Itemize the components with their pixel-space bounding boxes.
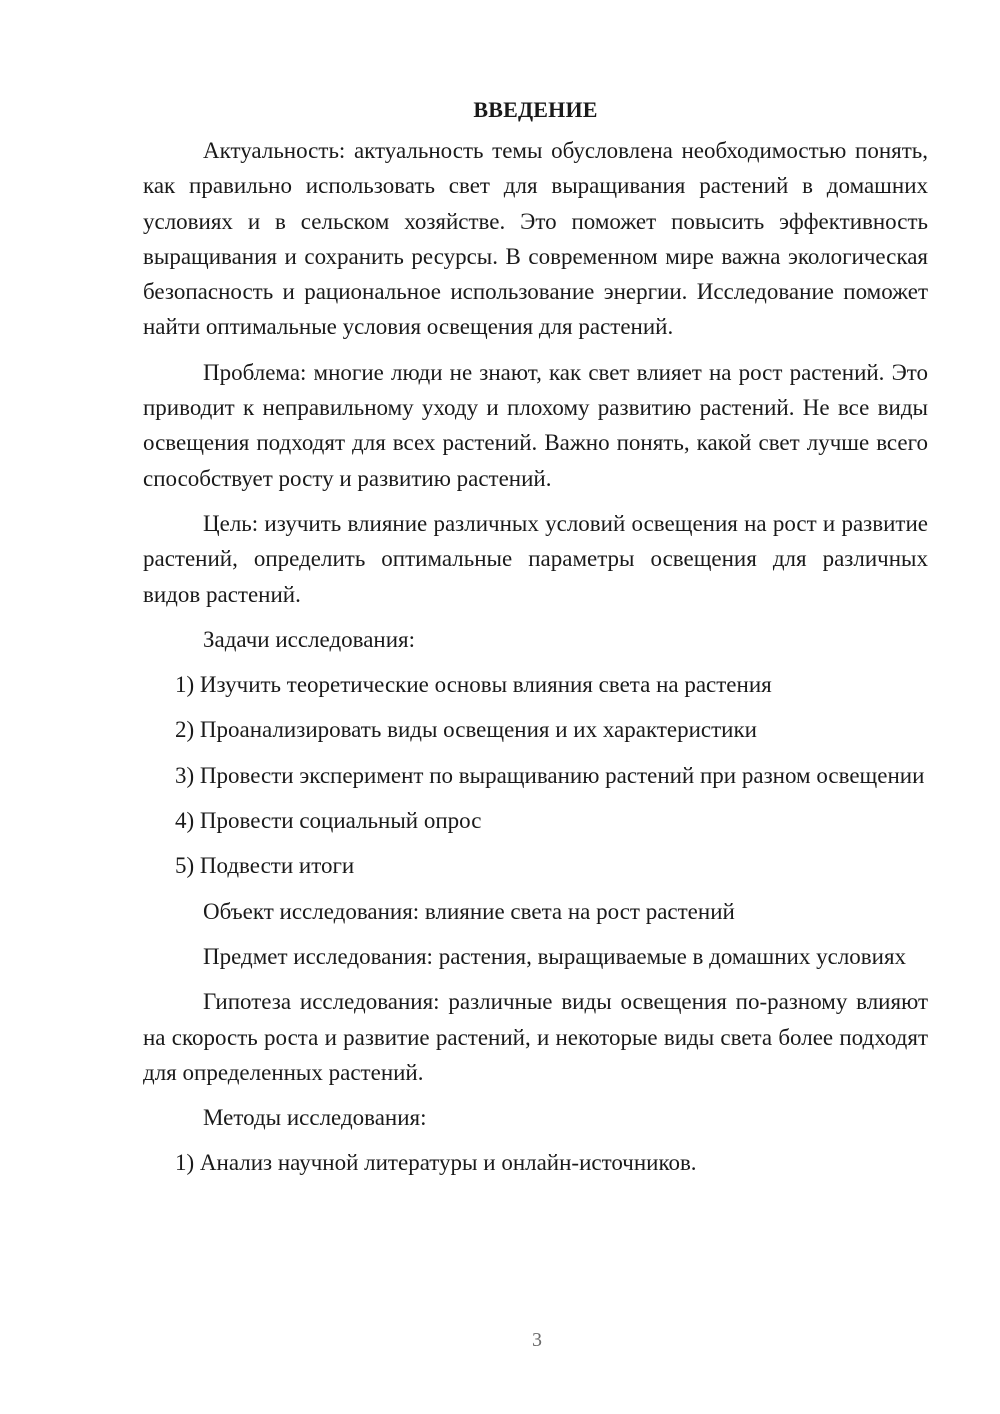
subject-paragraph: Предмет исследования: растения, выращиваемые в домашних условиях	[203, 943, 907, 969]
problem-paragraph: Проблема: многие люди не знают, как свет влияет на рост растений. Это приводит к неправильному уходу и плохому развитию растений. Не все виды освещения подходят для всех растений. Важно понять, какой свет лучше всего способствует росту и развитию растений.	[143, 359, 928, 491]
relevance-paragraph: Актуальность: актуальность темы обусловлена необходимостью понять, как правильно использовать свет для выращивания растений в домашних условиях и в сельском хозяйстве. Это поможет повысить эффективность выращивания и сохранить ресурсы. В современном мире важна экологическая безопасность и рациональное использование энергии. Исследование поможет найти оптимальные условия освещения для растений.	[143, 138, 928, 340]
task-item: 5) Подвести итоги	[175, 853, 355, 879]
task-item: 3) Провести эксперимент по выращиванию растений при разном освещении	[175, 762, 925, 788]
method-item: 1) Анализ научной литературы и онлайн-источников.	[175, 1150, 697, 1176]
page-title: ВВЕДЕНИЕ	[473, 97, 598, 122]
page-number: 3	[532, 1329, 542, 1351]
task-item: 2) Проанализировать виды освещения и их характеристики	[175, 717, 757, 743]
goal-paragraph: Цель: изучить влияние различных условий освещения на рост и развитие растений, определить оптимальные параметры освещения для различных видов растений.	[143, 510, 928, 607]
page-content	[143, 92, 928, 1191]
methods-heading: Методы исследования:	[203, 1105, 427, 1131]
task-item: 1) Изучить теоретические основы влияния света на растения	[175, 672, 772, 698]
object-paragraph: Объект исследования: влияние света на рост растений	[203, 898, 735, 924]
task-item: 4) Провести социальный опрос	[175, 808, 482, 834]
hypothesis-paragraph: Гипотеза исследования: различные виды освещения по-разному влияют на скорость роста и развитие растений, и некоторые виды света более подходят для определенных растений.	[143, 989, 928, 1085]
tasks-heading: Задачи исследования:	[203, 626, 416, 652]
